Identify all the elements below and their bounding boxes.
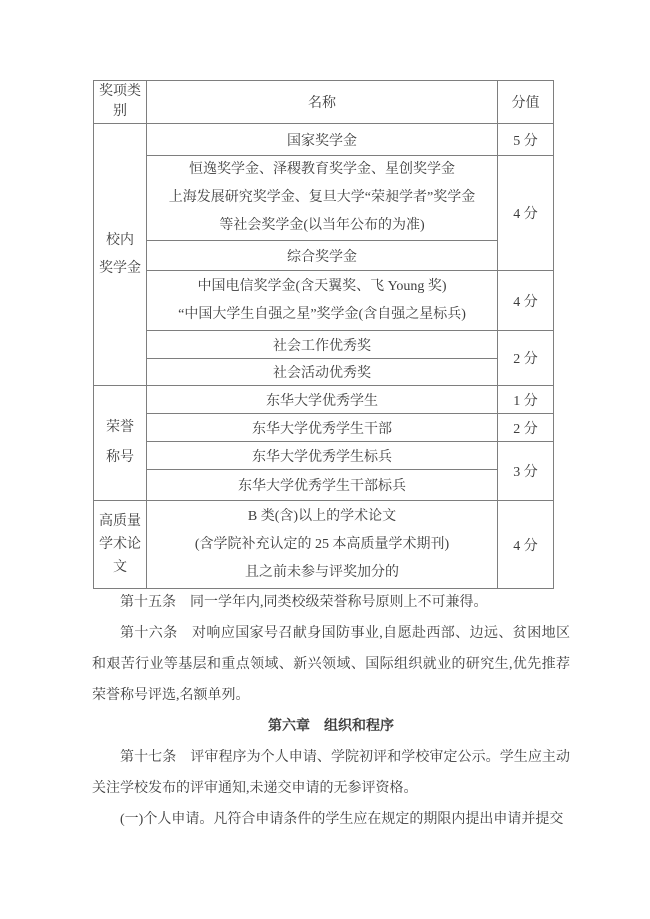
award-table — [93, 80, 554, 589]
name-line: (含学院补充认定的 25 本高质量学术期刊) — [194, 536, 450, 552]
score-cell: 5 分 — [498, 124, 554, 156]
name-cell — [147, 271, 498, 331]
name-cell: 东华大学优秀学生标兵 — [147, 442, 498, 470]
table-row — [94, 241, 554, 271]
table-row — [94, 124, 554, 156]
table-row — [94, 442, 554, 470]
chapter-6-heading: 第六章 组织和程序 — [268, 719, 394, 734]
name-line: B 类(含)以上的学术论文 — [247, 508, 397, 524]
category-line: 学术论 — [99, 537, 141, 552]
name-cell: 东华大学优秀学生 — [147, 386, 498, 414]
score-cell: 2 分 — [498, 414, 554, 442]
name-line: “中国大学生自强之星”奖学金(含自强之星标兵) — [178, 306, 466, 322]
category-cell-academic-paper — [94, 501, 147, 589]
table-row — [94, 359, 554, 386]
table-row — [94, 414, 554, 442]
name-cell: 东华大学优秀学生干部 — [147, 414, 498, 442]
header-category — [94, 81, 147, 124]
article-15-paragraph: 第十五条 同一学年内,同类校级荣誉称号原则上不可兼得。 — [120, 595, 488, 610]
name-cell: 社会活动优秀奖 — [147, 359, 498, 386]
score-cell: 4 分 — [498, 501, 554, 589]
name-cell: 综合奖学金 — [147, 241, 498, 271]
category-line: 奖学金 — [99, 260, 141, 276]
score-cell: 1 分 — [498, 386, 554, 414]
category-line: 校内 — [106, 232, 134, 248]
category-line: 文 — [113, 560, 127, 575]
name-line: 且之前未参与评奖加分的 — [245, 564, 399, 580]
score-cell: 2 分 — [498, 331, 554, 386]
category-line: 荣誉 — [106, 420, 134, 435]
name-line: 等社会奖学金(以当年公布的为准) — [219, 218, 425, 233]
table-row — [94, 156, 554, 241]
name-cell — [147, 501, 498, 589]
category-cell-honor-title — [94, 386, 147, 501]
header-category-line: 别 — [113, 104, 127, 119]
article-16-paragraph: 第十六条 对响应国家号召献身国防事业,自愿赴西部、边远、贫困地区和艰苦行业等基层和重点领域、新兴领域、国际组织就业的研究生,优先推荐荣誉称号评选,名额单列。 — [92, 626, 570, 703]
score-cell: 4 分 — [498, 156, 554, 271]
name-cell — [147, 156, 498, 241]
article-17-paragraph: 第十七条 评审程序为个人申请、学院初评和学校审定公示。学生应主动关注学校发布的评审通知,未递交申请的无参评资格。 — [92, 750, 570, 796]
score-cell: 3 分 — [498, 442, 554, 501]
document-body — [92, 587, 570, 835]
name-cell: 东华大学优秀学生干部标兵 — [147, 470, 498, 501]
header-score: 分值 — [498, 81, 554, 124]
category-line: 高质量 — [99, 514, 141, 529]
table-row — [94, 331, 554, 359]
table-row — [94, 501, 554, 589]
header-category-line: 奖项类 — [99, 84, 141, 99]
table-header-row — [94, 81, 554, 124]
name-cell: 社会工作优秀奖 — [147, 331, 498, 359]
table-row — [94, 271, 554, 331]
name-line: 中国电信奖学金(含天翼奖、飞 Young 奖) — [197, 278, 447, 294]
category-cell-campus-scholarship — [94, 124, 147, 386]
table-row — [94, 386, 554, 414]
item-1-paragraph: (一)个人申请。凡符合申请条件的学生应在规定的期限内提出申请并提交 — [120, 812, 564, 827]
name-cell: 国家奖学金 — [147, 124, 498, 156]
name-line: 恒逸奖学金、泽稷教育奖学金、星创奖学金 — [189, 162, 455, 177]
category-line: 称号 — [106, 450, 134, 465]
name-line: 上海发展研究奖学金、复旦大学“荣昶学者”奖学金 — [168, 190, 476, 205]
header-name: 名称 — [147, 81, 498, 124]
score-cell: 4 分 — [498, 271, 554, 331]
table-row — [94, 470, 554, 501]
